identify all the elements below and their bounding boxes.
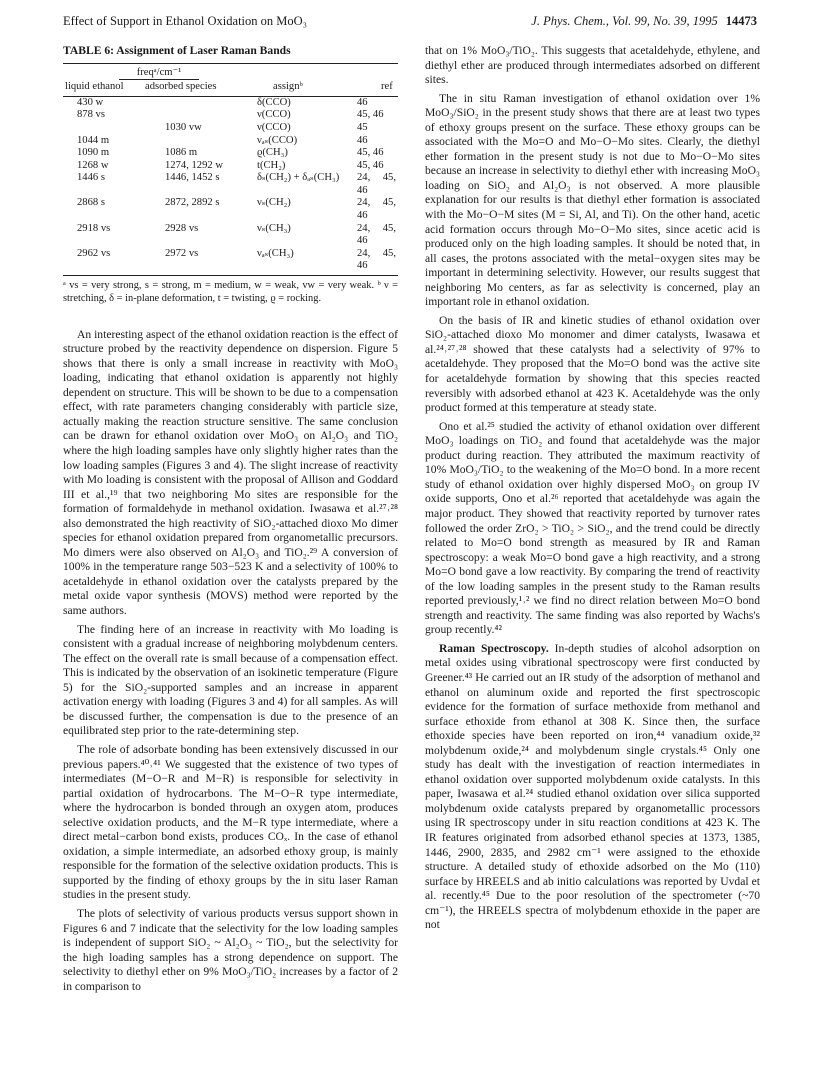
table-row: [63, 96, 398, 109]
table-cell: 24, 45, 46: [357, 222, 396, 247]
freq-group-header: freqᵃ/cm⁻¹: [63, 63, 255, 79]
table-cell: 24, 45, 46: [357, 197, 396, 222]
table-cell: δ(CCO): [257, 96, 291, 108]
table-cell: 2918 vs: [77, 222, 111, 234]
table-cell: 45: [357, 121, 368, 133]
table-row: [63, 122, 398, 135]
table-cell: 46: [357, 96, 368, 108]
table-title: TABLE 6: Assignment of Laser Raman Bands: [63, 44, 291, 57]
table-cell: 24, 45, 46: [357, 172, 396, 196]
body-paragraph: that on 1% MoO₃/TiO₂. This suggests that acetaldehyde, ethylene, and diethyl ether are produced through intermediates adsorbed on different sites.: [425, 44, 760, 87]
page-number: 14473: [725, 14, 757, 28]
body-paragraph: The in situ Raman investigation of ethanol oxidation over 1% MoO₃/SiO₂ in the present study shows that there are at least two types of ethoxy groups present on the surface. These ethoxy groups can be associated with the Mo=O and Mo−O−Mo sites. Clearly, the diethyl ether formation in the present study is not due to Mo−O−Mo sites because an increase in selectivity to diethyl ether with increasing MoO₃ loading on SiO₂ and Al₂O₃ is not observed. A more plausible explanation for our results is that diethyl ether formation is associated with the Mo−O−M sites (M = Si, Al, and Ti). On the other hand, acetic acid formation occurs through Mo−O−Mo sites, since acetic acid is produced only on the high loading samples. It should be noted that, in all cases, the protons associated with the metal−oxygen sites may be important in determining selectivity. However, our results suggest that neighboring Mo centers, as far as selectivity is concerned, play an important role in ethanol oxidation.: [425, 91, 760, 309]
table-cell: [143, 135, 255, 148]
body-paragraph: The role of adsorbate bonding has been extensively discussed in our previous papers.⁴⁰˒⁴¹ We suggested that the existence of two types of intermediates (M−O−R and M−R) is responsible for selectivity in partial oxidation of hydrocarbons. The M−O−R type intermediate, where the hydrocarbon is bonded through an oxygen atom, produces selective oxidation products, and the M−R type intermediate, where a direct metal−carbon bond exists, produces COₓ. In the case of ethanol oxidation, a simple intermediate, an adsorbed ethoxy group, is mainly responsible for the formation of the selective oxidation products. This is supported by the finding of ethoxy groups by the in situ laser Raman studies in the present study.: [63, 742, 398, 902]
table-cell: νₛ(CH₂): [257, 197, 291, 209]
table-cell: 430 w: [77, 96, 104, 108]
table-row: [63, 147, 398, 160]
table-cell: 1030 vw: [165, 121, 202, 133]
section-heading: Raman Spectroscopy.: [439, 641, 549, 655]
table-cell: 1446 s: [77, 172, 105, 184]
table-cell: 2928 vs: [165, 222, 199, 234]
raman-assignment-table: [63, 63, 398, 277]
right-column: [425, 44, 760, 933]
table-cell: 1086 m: [165, 147, 198, 159]
journal-name: J. Phys. Chem., Vol. 99, No. 39, 1995: [531, 14, 718, 28]
table-cell: [143, 109, 255, 122]
table-cell: 45, 46: [357, 109, 384, 121]
table-cell: 24, 45, 46: [355, 248, 398, 276]
table-cell: 46: [357, 134, 368, 146]
section-text: In-depth studies of alcohol adsorption on metal oxides using vibrational spectroscopy were first conducted by Greener.⁴³ He carried out an IR study of the adsorption of methanol and ethanol on aluminum oxide and reported the first spectroscopic evidence for the formation of surface methoxide from methanol and surface ethoxide from ethanol at 308 K. Since then, the surface ethoxide species have been reported on iron,⁴⁴ vanadium oxide,³² molybdenum oxide,²⁴ and molybdenum single crystals.⁴⁵ Only one study has dealt with the investigation of reaction intermediates in ethanol oxidation over supported molybdenum oxide catalysts. In this paper, Iwasawa et al.²⁴ studied ethanol oxidation over silica supported molybdenum oxide catalysts prepared by organometallic processors using IR spectroscopy under in situ reaction conditions at 423 K. The IR features originated from adsorbed ethanol species at 1373, 1385, 1446, 2900, 2835, and 2982 cm⁻¹ were assigned to the ethoxide structure. A detailed study of ethoxide adsorbed on the Mo (110) surface by HREELS and ab initio calculations was reported by Uvdal et al. recently.⁴⁵ Due to the poor resolution of the spectrometer (~70 cm⁻¹), the HREELS spectra of molybdenum ethoxide in the paper are not: [425, 641, 761, 932]
column-header: ref: [355, 79, 398, 96]
table-cell: 45, 46: [357, 159, 384, 171]
table-cell: 2962 vs: [63, 248, 143, 276]
body-paragraph: The finding here of an increase in reactivity with Mo loading is consistent with a gradual increase of neighboring molybdenum centers. The effect on the overall rate is small because of a compensation effect. This is indicated by the observation of an isokinetic temperature (Figure 5) for the SiO₂-supported samples and an increase in apparent activation energy with loading (Figures 3 and 4) for all samples. As will be discussed further, the compensation is due to the presence of an equilibrated step prior to the rate-determining step.: [63, 622, 398, 738]
table-cell: [143, 96, 255, 109]
table-footnote: ᵃ vs = very strong, s = strong, m = medium, w = weak, vw = very weak. ᵇ ν = stretching, δ = in-plane deformation, t = twisting, ϱ = rocking.: [63, 280, 398, 304]
table-cell: 1446, 1452 s: [165, 172, 220, 184]
left-column: [63, 44, 398, 994]
table-row: [63, 223, 398, 248]
column-header: liquid ethanol: [63, 79, 143, 96]
table-cell: 2872, 2892 s: [165, 197, 220, 209]
table-row: [63, 197, 398, 222]
body-paragraph: On the basis of IR and kinetic studies of ethanol oxidation over SiO₂-attached dioxo Mo monomer and dimer catalysts, Iwasawa et al.²⁴˒²⁷˒²⁸ showed that these catalysts had a selectivity of 97% to acetaldehyde. They proposed that the Mo=O bond was the active site for acetaldehyde formation by showing that this species reacted reversibly with adsorbed ethanol at 423 K. Acetaldehyde was the only product formed at this temperature at steady state.: [425, 313, 760, 415]
table-body: [63, 96, 398, 275]
body-paragraph: An interesting aspect of the ethanol oxidation reaction is the effect of structure probed by the reactivity dependence on dispersion. Figure 5 shows that there is only a small increase in reactivity with MoO₃ loading, indicating that ethanol oxidation is apparently not highly dependent on structure. This will be shown to be due to a compensation effect, with rate parameters changing considerably with particle size, actually making the reaction structure sensitive. The same conclusion can be drawn for ethanol oxidation over MoO₃ on Al₂O₃ and TiO₂ where the high loading samples have only slightly higher rates than the low loading samples (Figures 3 and 4). The slight increase of reactivity with Mo loading is consistent with the proposal of Allison and Goddard III et al.,¹⁹ that two neighboring Mo sites are responsible for the formation of formaldehyde in methanol oxidation. Iwasawa et al.²⁷˒²⁸ also demonstrated the high reactivity of SiO₂-attached dioxo Mo dimer species for ethanol oxidation prepared from organometallic precursors. Mo dimers were also observed on Al₂O₃ and TiO₂.²⁹ A conversion of 100% in the temperature range 503−523 K and a selectivity of 100% to acetaldehyde in ethanol oxidation over the catalysts prepared by the metal oxide vapor synthesis (MOVS) method were reported by the same authors.: [63, 327, 398, 618]
table-cell: ν(CCO): [257, 109, 291, 121]
table-cell: νₐₛ(CCO): [257, 134, 298, 146]
table-cell: 1090 m: [77, 147, 110, 159]
table-row: [63, 135, 398, 148]
column-header: adsorbed species: [143, 79, 255, 96]
table-cell: 1268 w: [77, 159, 109, 171]
table-cell: 878 vs: [77, 109, 105, 121]
table-cell: 45, 46: [357, 147, 384, 159]
table-cell: t(CH₂): [257, 159, 286, 171]
running-title: Effect of Support in Ethanol Oxidation on MoO₃: [63, 14, 308, 28]
body-paragraph: Ono et al.²⁵ studied the activity of ethanol oxidation over different MoO₃ loadings on TiO₂ and found that acetaldehyde was the major product during reaction. They attributed the maximum reactivity of 10% MoO₃/TiO₂ to the weakening of the Mo=O bond. In a more recent study of ethanol oxidation over highly dispersed MoO₃ on group IV oxide supports, Ono et al.²⁶ reported that acetaldehyde was again the major product. They showed that reactivity reported by turnover rates followed the order ZrO₂ > TiO₂ > SiO₂, and the trend could be directly related to Mo=O bond strength as measured by IR and Raman spectroscopy: a weak Mo=O bond gave a high reactivity, and a strong Mo=O bond gave a low reactivity. By comparing the trend of reactivity of the low loading samples in the present study to the Raman results reported previously,¹˒² we find no direct relation between Mo=O bond strength and reactivity. The same finding was also reported by Wachs's group recently.⁴²: [425, 419, 760, 637]
table-cell: 2868 s: [77, 197, 105, 209]
table-cell: [63, 122, 143, 135]
table-cell: 1044 m: [77, 134, 110, 146]
table-row: [63, 160, 398, 173]
table-cell: ϱ(CH₃): [257, 147, 288, 159]
table-row: [63, 248, 398, 276]
table-row: [63, 172, 398, 197]
table-cell: νₐₛ(CH₃): [255, 248, 355, 276]
raman-section-paragraph: [425, 642, 760, 933]
running-header: [63, 14, 757, 32]
table-cell: 1274, 1292 w: [165, 159, 223, 171]
table-cell: δₛ(CH₂) + δₐₛ(CH₃): [257, 172, 340, 184]
table-cell: ν(CCO): [257, 121, 291, 133]
table-cell: 2972 vs: [143, 248, 255, 276]
column-header: assignᵇ: [255, 79, 355, 96]
table-row: [63, 109, 398, 122]
table-cell: νₛ(CH₃): [257, 222, 291, 234]
body-paragraph: The plots of selectivity of various products versus support shown in Figures 6 and 7 indicate that the selectivity for the low loading samples is independent of support SiO₂ ~ Al₂O₃ ~ TiO₂, but the selectivity for the high loading samples has a strong dependence on support. The selectivity to diethyl ether on 9% MoO₃/TiO₂ increases by a factor of 2 in comparison to: [63, 906, 398, 993]
journal-citation: [531, 14, 757, 29]
